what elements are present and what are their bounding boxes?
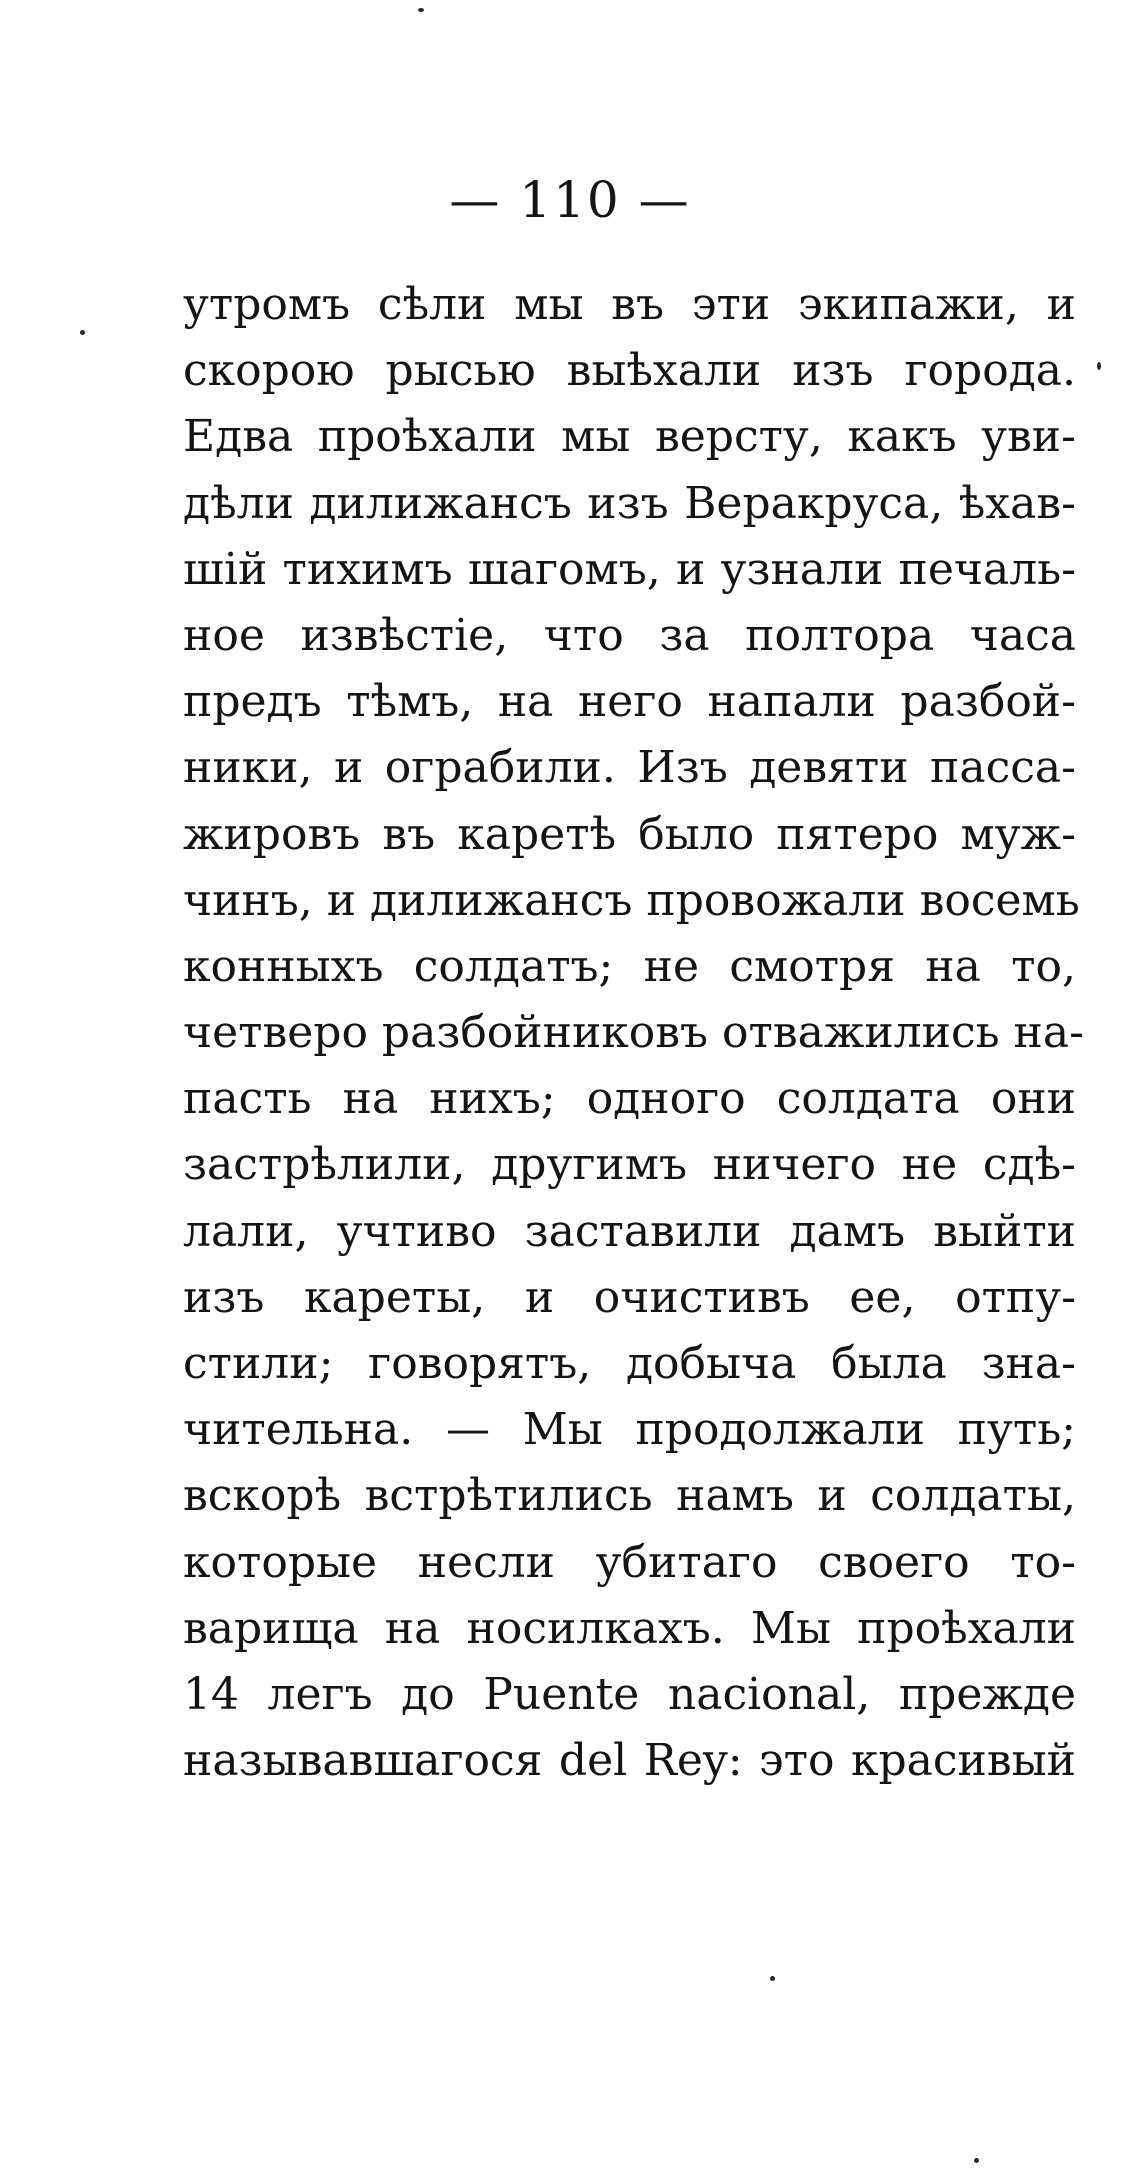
text-line: лали, учтиво заставили дамъ выйти: [183, 1205, 1076, 1257]
page-number: — 110 —: [449, 171, 691, 229]
text-line: варища на носилкахъ. Мы проѣхали: [183, 1602, 1076, 1654]
dust-speck: [974, 2158, 979, 2163]
body-text: [183, 272, 1084, 1794]
text-line: конныхъ солдатъ; не смотря на то,: [183, 940, 1076, 992]
text-line: ное извѣстіе, что за полтора часа: [183, 609, 1076, 661]
text-line: дѣли дилижансъ изъ Веракруса, ѣхав-: [183, 477, 1076, 529]
text-line: застрѣлили, другимъ ничего не сдѣ-: [183, 1139, 1076, 1191]
text-line: чительна. — Мы продолжали путь;: [183, 1404, 1076, 1456]
text-line: Едва проѣхали мы версту, какъ уви-: [183, 411, 1076, 463]
text-line: утромъ сѣли мы въ эти экипажи, и: [183, 279, 1076, 330]
dust-speck: [1097, 362, 1101, 370]
text-line: стили; говорятъ, добыча была зна-: [183, 1338, 1076, 1389]
dust-speck: [770, 1976, 775, 1981]
text-line: предъ тѣмъ, на него напали разбой-: [183, 676, 1076, 728]
text-line: вскорѣ встрѣтились намъ и солдаты,: [183, 1470, 1076, 1522]
dust-speck: [418, 8, 424, 12]
text-line: пасть на нихъ; одного солдата они: [183, 1073, 1076, 1125]
text-line: изъ кареты, и очистивъ ее, отпу-: [183, 1271, 1076, 1323]
text-line: чинъ, и дилижансъ провожали восемь: [183, 874, 1080, 926]
text-line: которые несли убитаго своего то-: [183, 1536, 1076, 1588]
text-line: ники, и ограбили. Изъ девяти пасса-: [183, 742, 1076, 794]
dust-speck: [80, 330, 85, 335]
text-line: жировъ въ каретѣ было пятеро муж-: [183, 808, 1076, 860]
text-line: четверо разбойниковъ отважились на-: [183, 1007, 1084, 1059]
text-line: 14 легъ до Puente nacional, прежде: [183, 1668, 1076, 1720]
text-line: скорою рысью выѣхали изъ города.: [183, 345, 1076, 397]
text-line: шій тихимъ шагомъ, и узнали печаль-: [183, 543, 1076, 595]
text-line: называвшагося del Rey: это красивый: [183, 1735, 1076, 1787]
